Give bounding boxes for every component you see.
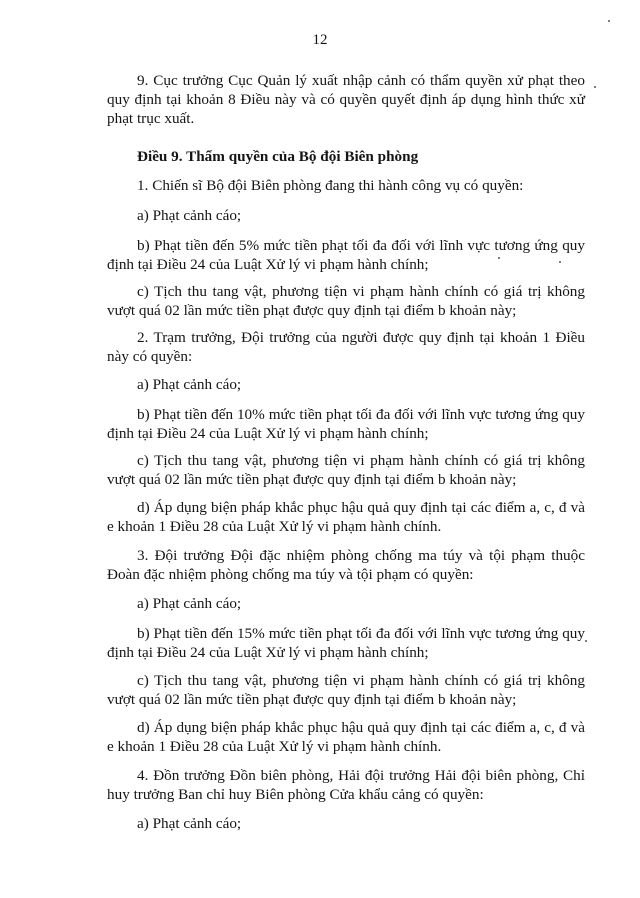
paragraph-2b: b) Phạt tiền đến 10% mức tiền phạt tối đa đối với lĩnh vực tương ứng quy định tại Điều 24 của Luật Xử lý vi phạm hành chính; bbox=[107, 406, 585, 442]
page-number: 12 bbox=[312, 32, 328, 48]
scan-speck bbox=[594, 86, 596, 88]
paragraph-3a: a) Phạt cảnh cáo; bbox=[137, 595, 242, 612]
paragraph-clause-1: 1. Chiến sĩ Bộ đội Biên phòng đang thi hành công vụ có quyền: bbox=[137, 177, 524, 194]
paragraph-1c: c) Tịch thu tang vật, phương tiện vi phạm hành chính có giá trị không vượt quá 02 lần mức tiền phạt được quy định tại điểm b khoản này; bbox=[107, 283, 585, 319]
scan-speck bbox=[585, 640, 587, 642]
paragraph-1a: a) Phạt cảnh cáo; bbox=[137, 207, 242, 224]
paragraph-3c: c) Tịch thu tang vật, phương tiện vi phạm hành chính có giá trị không vượt quá 02 lần mức tiền phạt được quy định tại điểm b khoản này; bbox=[107, 672, 585, 708]
paragraph-clause-9: 9. Cục trưởng Cục Quản lý xuất nhập cảnh có thẩm quyền xử phạt theo quy định tại khoản 8 Điều này và có quyền quyết định áp dụng hình thức xử phạt trục xuất. bbox=[107, 72, 585, 127]
paragraph-4a: a) Phạt cảnh cáo; bbox=[137, 815, 242, 832]
scan-speck bbox=[498, 257, 500, 259]
paragraph-3b: b) Phạt tiền đến 15% mức tiền phạt tối đa đối với lĩnh vực tương ứng quy định tại Điều 24 của Luật Xử lý vi phạm hành chính; bbox=[107, 625, 585, 661]
scan-speck bbox=[608, 20, 610, 22]
paragraph-clause-3: 3. Đội trưởng Đội đặc nhiệm phòng chống ma túy và tội phạm thuộc Đoàn đặc nhiệm phòng chống ma túy và tội phạm có quyền: bbox=[107, 547, 585, 583]
paragraph-clause-2: 2. Trạm trưởng, Đội trưởng của người được quy định tại khoản 1 Điều này có quyền: bbox=[107, 329, 585, 365]
paragraph-3d: d) Áp dụng biện pháp khắc phục hậu quả quy định tại các điểm a, c, đ và e khoản 1 Điều 28 của Luật Xử lý vi phạm hành chính. bbox=[107, 719, 585, 755]
paragraph-clause-4: 4. Đồn trưởng Đồn biên phòng, Hải đội trưởng Hải đội biên phòng, Chỉ huy trưởng Ban chỉ huy Biên phòng Cửa khẩu cảng có quyền: bbox=[107, 767, 585, 803]
paragraph-2a: a) Phạt cảnh cáo; bbox=[137, 376, 242, 393]
paragraph-2c: c) Tịch thu tang vật, phương tiện vi phạm hành chính có giá trị không vượt quá 02 lần mức tiền phạt được quy định tại điểm b khoản này; bbox=[107, 452, 585, 488]
scan-speck bbox=[559, 261, 561, 263]
article-9-heading: Điều 9. Thẩm quyền của Bộ đội Biên phòng bbox=[137, 148, 419, 165]
paragraph-1b: b) Phạt tiền đến 5% mức tiền phạt tối đa đối với lĩnh vực tương ứng quy định tại Điều 24 của Luật Xử lý vi phạm hành chính; bbox=[107, 237, 585, 273]
paragraph-2d: d) Áp dụng biện pháp khắc phục hậu quả quy định tại các điểm a, c, đ và e khoản 1 Điều 28 của Luật Xử lý vi phạm hành chính. bbox=[107, 499, 585, 535]
